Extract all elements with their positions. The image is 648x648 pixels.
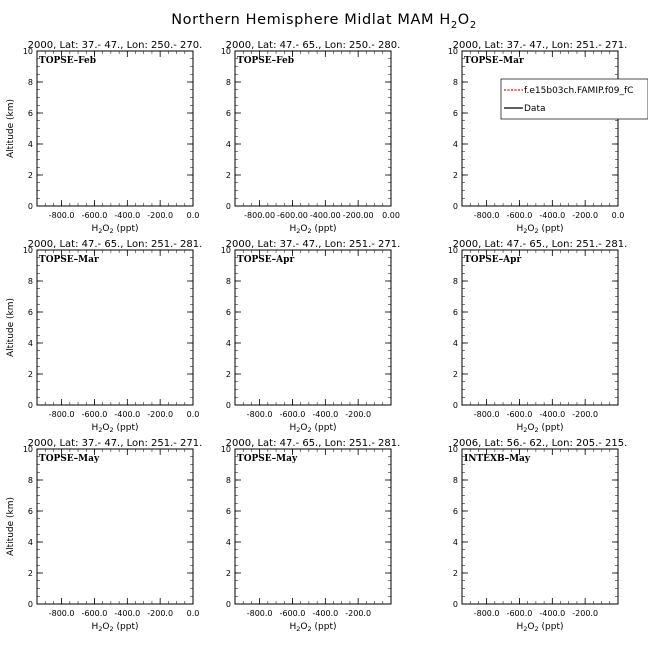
x-axis-label-sub: 2: [523, 426, 528, 434]
x-tick-label: -400.0: [114, 410, 141, 419]
x-tick-label: -200.0: [345, 410, 372, 419]
y-tick-label: 6: [452, 507, 458, 516]
x-tick-label: -800.0: [48, 211, 75, 220]
y-tick-label: 6: [452, 109, 458, 118]
x-axis-label-unit: (ppt): [311, 423, 337, 433]
y-tick-label: 8: [27, 476, 33, 485]
plot-frame: [235, 51, 391, 206]
x-axis-label: [92, 622, 139, 633]
campaign-label: INTEXB–May: [464, 454, 531, 464]
x-axis-label-h: H: [91, 224, 99, 234]
y-tick-label: 2: [452, 370, 458, 379]
x-axis-label: [290, 423, 337, 434]
x-axis-label-sub: 2: [296, 227, 301, 235]
y-tick-label: 4: [27, 339, 33, 348]
y-tick-label: 4: [225, 538, 231, 547]
plot-frame: [235, 250, 391, 405]
x-tick-label: 0.0: [186, 609, 200, 618]
figure-title-main: Northern Hemisphere Midlat MAM H: [171, 12, 451, 28]
figure-title-sub: 2: [450, 20, 458, 31]
y-tick-label: 8: [27, 78, 33, 87]
x-tick-label: -200.0: [572, 211, 599, 220]
x-tick-label: -200.0: [345, 609, 372, 618]
y-tick-label: 2: [225, 569, 231, 578]
y-tick-label: 4: [452, 140, 458, 149]
x-tick-label: -400.0: [539, 609, 566, 618]
x-axis-label-sub: 2: [98, 625, 103, 633]
panel-2: [221, 40, 401, 235]
plot-frame: [462, 449, 618, 604]
panel-title: 2000, Lat: 37.- 47., Lon: 251.- 271.: [452, 40, 628, 51]
x-axis-label-h: H: [516, 423, 524, 433]
y-tick-label: 2: [225, 370, 231, 379]
x-tick-label: -600.0: [506, 609, 533, 618]
x-tick-label: -800.0: [246, 609, 273, 618]
y-tick-label: 6: [225, 507, 231, 516]
y-tick-label: 0: [225, 600, 231, 609]
x-axis-label-h: H: [516, 224, 524, 234]
x-axis-label-h: H: [289, 622, 297, 632]
x-tick-label: -400.0: [114, 609, 141, 618]
panel-8: [221, 438, 401, 633]
y-tick-label: 10: [447, 246, 458, 255]
x-tick-label: -400.0: [114, 211, 141, 220]
x-tick-label: -600.0: [81, 609, 108, 618]
x-tick-label: -400.00: [309, 211, 341, 220]
x-axis-label: [517, 423, 564, 434]
x-axis-label-unit: (ppt): [538, 423, 564, 433]
x-tick-label: -600.0: [506, 410, 533, 419]
y-tick-label: 8: [452, 476, 458, 485]
x-tick-label: 0.0: [186, 410, 200, 419]
panel-title: 2000, Lat: 37.- 47., Lon: 251.- 271.: [225, 239, 401, 250]
x-axis-label-unit: (ppt): [113, 224, 139, 234]
x-axis-label-o: O: [527, 622, 535, 632]
x-axis-label: [517, 622, 564, 633]
x-axis-label-unit: (ppt): [311, 224, 337, 234]
x-axis-label: [290, 622, 337, 633]
minor-ticks: [462, 250, 618, 405]
x-tick-label: -200.0: [147, 410, 174, 419]
x-axis-label-sub2: 2: [109, 625, 114, 633]
y-tick-label: 10: [22, 445, 33, 454]
y-tick-label: 0: [27, 600, 33, 609]
y-tick-label: 6: [27, 308, 33, 317]
x-axis-label: [92, 423, 139, 434]
x-axis-label-o: O: [102, 622, 110, 632]
panel-title: 2000, Lat: 47.- 65., Lon: 250.- 280.: [225, 40, 401, 51]
x-axis-label-h: H: [289, 224, 297, 234]
y-tick-label: 4: [452, 339, 458, 348]
x-axis-label-sub2: 2: [307, 625, 312, 633]
x-axis-label-sub2: 2: [109, 426, 114, 434]
panel-3: [448, 40, 648, 235]
y-tick-label: 0: [225, 202, 231, 211]
x-tick-label: -600.0: [279, 609, 306, 618]
y-tick-label: 2: [27, 370, 33, 379]
y-tick-label: 4: [27, 538, 33, 547]
x-tick-label: -800.0: [48, 410, 75, 419]
y-tick-label: 2: [27, 171, 33, 180]
minor-ticks: [462, 449, 618, 604]
x-tick-label: -800.0: [246, 410, 273, 419]
campaign-label: TOPSE–Apr: [237, 255, 295, 265]
y-tick-label: 6: [225, 109, 231, 118]
x-tick-label: -200.0: [147, 609, 174, 618]
y-tick-label: 2: [452, 171, 458, 180]
x-tick-label: -400.0: [539, 211, 566, 220]
minor-ticks: [462, 51, 618, 206]
y-tick-label: 8: [452, 78, 458, 87]
x-tick-label: -800.0: [48, 609, 75, 618]
x-axis-label-sub: 2: [98, 227, 103, 235]
x-tick-label: -600.0: [81, 410, 108, 419]
x-tick-label: 0.0: [186, 211, 200, 220]
minor-ticks: [235, 51, 391, 206]
x-axis-label-sub2: 2: [109, 227, 114, 235]
x-tick-label: -600.0: [279, 410, 306, 419]
minor-ticks: [37, 51, 193, 206]
x-axis-label-o: O: [300, 423, 308, 433]
panel-7: [6, 438, 202, 633]
x-tick-label: -200.0: [572, 410, 599, 419]
y-tick-label: 2: [27, 569, 33, 578]
x-tick-label: -800.0: [473, 410, 500, 419]
x-tick-label: -800.0: [473, 609, 500, 618]
x-axis-label-sub: 2: [296, 625, 301, 633]
y-tick-label: 10: [447, 47, 458, 56]
legend-label-2: Data: [524, 104, 546, 114]
x-axis-label-sub2: 2: [307, 426, 312, 434]
y-tick-label: 2: [225, 171, 231, 180]
panel-1: [6, 40, 202, 235]
x-axis-label-o: O: [527, 224, 535, 234]
x-axis-label-sub2: 2: [534, 426, 539, 434]
x-tick-label: -600.00: [277, 211, 308, 220]
plot-frame: [462, 51, 618, 206]
x-axis-label-o: O: [102, 423, 110, 433]
x-tick-label: 0.00: [382, 211, 400, 220]
panel-title: 2000, Lat: 47.- 65., Lon: 251.- 281.: [27, 239, 203, 250]
y-tick-label: 0: [452, 600, 458, 609]
x-axis-label-sub: 2: [296, 426, 301, 434]
x-tick-label: -400.0: [312, 609, 339, 618]
y-tick-label: 8: [225, 476, 231, 485]
x-axis-label-sub: 2: [523, 227, 528, 235]
legend-label-1: f.e15b03ch.FAMIP.f09_fC: [524, 86, 634, 96]
y-tick-label: 10: [220, 47, 231, 56]
y-tick-label: 6: [27, 507, 33, 516]
y-axis-label: Altitude (km): [6, 297, 16, 358]
campaign-label: TOPSE–May: [237, 454, 298, 464]
y-tick-label: 10: [22, 246, 33, 255]
y-axis-label: Altitude (km): [6, 98, 16, 159]
x-axis-label-o: O: [527, 423, 535, 433]
minor-ticks: [37, 250, 193, 405]
y-tick-label: 10: [22, 47, 33, 56]
panel-title: 2000, Lat: 37.- 47., Lon: 250.- 270.: [27, 40, 203, 51]
panel-9: [448, 438, 628, 633]
campaign-label: TOPSE–Mar: [464, 56, 524, 66]
x-axis-label-unit: (ppt): [113, 622, 139, 632]
x-tick-label: -200.0: [572, 609, 599, 618]
campaign-label: TOPSE–Feb: [237, 56, 295, 66]
x-axis-label-unit: (ppt): [538, 224, 564, 234]
y-axis-label: Altitude (km): [6, 496, 16, 557]
y-tick-label: 8: [225, 277, 231, 286]
figure-title: [171, 12, 477, 31]
campaign-label: TOPSE–Mar: [39, 255, 99, 265]
x-axis-label-sub: 2: [98, 426, 103, 434]
y-tick-label: 6: [225, 308, 231, 317]
y-tick-label: 0: [27, 401, 33, 410]
x-tick-label: -400.0: [312, 410, 339, 419]
panel-title: 2000, Lat: 47.- 65., Lon: 251.- 281.: [452, 239, 628, 250]
y-tick-label: 0: [27, 202, 33, 211]
panel-4: [6, 239, 202, 434]
y-tick-label: 0: [225, 401, 231, 410]
x-axis-label-sub: 2: [523, 625, 528, 633]
figure-title-sub2: 2: [469, 20, 477, 31]
x-axis-label-unit: (ppt): [113, 423, 139, 433]
x-tick-label: -200.0: [147, 211, 174, 220]
campaign-label: TOPSE–Apr: [464, 255, 522, 265]
y-tick-label: 10: [220, 445, 231, 454]
panel-6: [448, 239, 628, 434]
x-axis-label-unit: (ppt): [538, 622, 564, 632]
x-axis-label-h: H: [516, 622, 524, 632]
y-tick-label: 0: [452, 202, 458, 211]
plot-frame: [37, 250, 193, 405]
x-axis-label-unit: (ppt): [311, 622, 337, 632]
x-tick-label: -400.0: [539, 410, 566, 419]
x-axis-label: [290, 224, 337, 235]
x-tick-label: -600.0: [81, 211, 108, 220]
panel-5: [221, 239, 401, 434]
x-tick-label: 0.0: [611, 211, 625, 220]
y-tick-label: 0: [452, 401, 458, 410]
x-tick-label: -200.00: [342, 211, 374, 220]
plot-frame: [235, 449, 391, 604]
y-tick-label: 8: [452, 277, 458, 286]
plot-frame: [462, 250, 618, 405]
y-tick-label: 4: [452, 538, 458, 547]
x-tick-label: -600.0: [506, 211, 533, 220]
y-tick-label: 4: [27, 140, 33, 149]
y-tick-label: 10: [447, 445, 458, 454]
y-tick-label: 10: [220, 246, 231, 255]
x-tick-label: -800.0: [473, 211, 500, 220]
y-tick-label: 8: [27, 277, 33, 286]
figure-title-tail: O: [457, 12, 470, 28]
y-tick-label: 6: [27, 109, 33, 118]
minor-ticks: [37, 449, 193, 604]
campaign-label: TOPSE–May: [39, 454, 100, 464]
x-axis-label-o: O: [102, 224, 110, 234]
x-axis-label-h: H: [289, 423, 297, 433]
x-axis-label: [92, 224, 139, 235]
minor-ticks: [235, 250, 391, 405]
x-axis-label-h: H: [91, 622, 99, 632]
y-tick-label: 4: [225, 339, 231, 348]
x-axis-label-sub2: 2: [534, 227, 539, 235]
panel-title: 2000, Lat: 37.- 47., Lon: 251.- 271.: [27, 438, 203, 449]
plot-frame: [37, 51, 193, 206]
y-tick-label: 8: [225, 78, 231, 87]
x-axis-label-o: O: [300, 224, 308, 234]
y-tick-label: 6: [452, 308, 458, 317]
legend: [501, 79, 648, 119]
x-tick-label: -800.00: [244, 211, 276, 220]
y-tick-label: 2: [452, 569, 458, 578]
campaign-label: TOPSE–Feb: [39, 56, 97, 66]
panel-title: 2000, Lat: 47.- 65., Lon: 251.- 281.: [225, 438, 401, 449]
minor-ticks: [235, 449, 391, 604]
x-axis-label-o: O: [300, 622, 308, 632]
x-axis-label-sub2: 2: [534, 625, 539, 633]
x-axis-label-sub2: 2: [307, 227, 312, 235]
panel-title: 2006, Lat: 56.- 62., Lon: 205.- 215.: [452, 438, 628, 449]
x-axis-label-h: H: [91, 423, 99, 433]
x-axis-label: [517, 224, 564, 235]
plot-frame: [37, 449, 193, 604]
y-tick-label: 4: [225, 140, 231, 149]
